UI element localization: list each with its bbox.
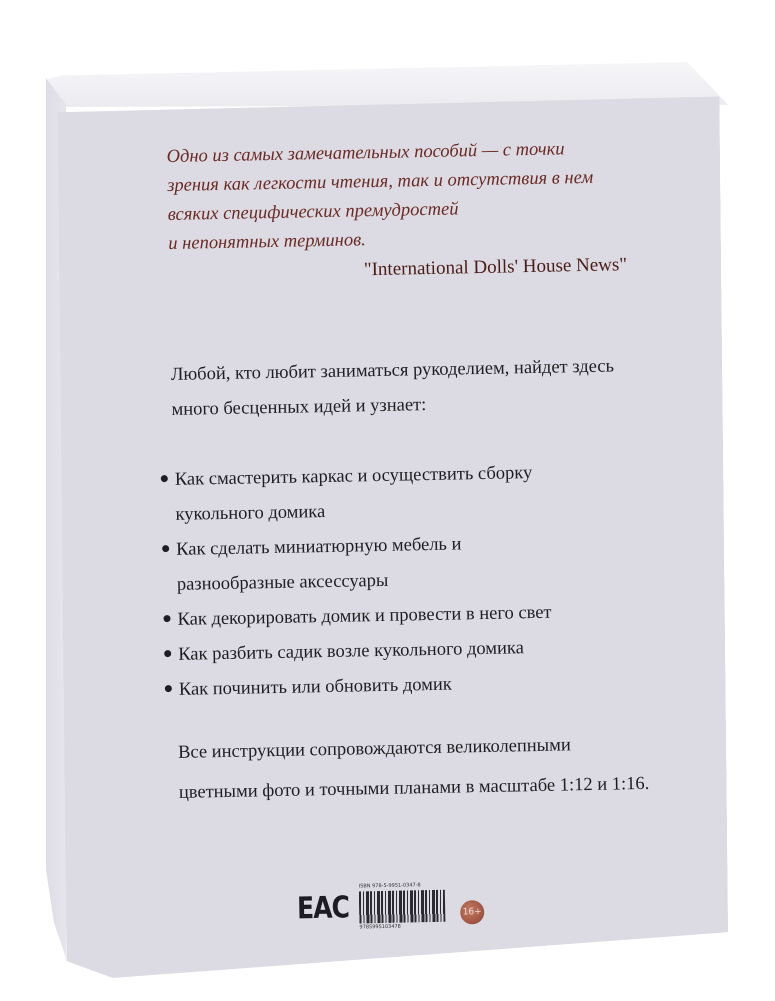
intro-paragraph: [171, 348, 672, 428]
list-item: Как разбить садик возле кукольного домика: [164, 628, 685, 673]
intro-line: много бесценных идей и узнает:: [171, 395, 427, 420]
closing-line: Все инструкции сопровождаются великолепными: [177, 735, 571, 763]
barcode: [358, 882, 448, 932]
barcode-digits: 9785995103478: [359, 923, 401, 931]
bullet-icon: [163, 615, 170, 622]
isbn-label: ISBN 978-5-9951-0347-8: [358, 882, 421, 890]
quote-line: зрения как легкости чтения, так и отсутствия в нем: [167, 167, 594, 196]
list-item: Как смастерить каркас и осуществить сборку кукольного домика: [161, 453, 682, 533]
closing-line: цветными фото и точными планами в масштабе 1:12 и 1:16.: [178, 773, 650, 803]
quote-line: Одно из самых замечательных пособий — с точки: [166, 139, 565, 168]
review-quote: [166, 134, 638, 259]
bullet-icon: [165, 685, 172, 692]
bullet-icon: [164, 650, 171, 657]
list-item: Как сделать миниатюрную мебель и разнообразные аксессуары: [162, 523, 683, 603]
feature-list: [161, 453, 686, 708]
closing-paragraph: [178, 722, 739, 813]
bullet-icon: [161, 475, 168, 482]
bullet-icon: [162, 545, 169, 552]
age-rating-badge: 16+: [460, 900, 484, 924]
cover-content: [54, 92, 733, 980]
list-item: Как починить или обновить домик: [165, 663, 686, 708]
eac-certification-icon: EAC: [296, 889, 350, 926]
list-item: Как декорировать домик и провести в него свет: [163, 593, 684, 638]
quote-line: и непонятных терминов.: [168, 230, 366, 254]
barcode-icon: [359, 890, 446, 924]
quote-source: "International Dolls' House News": [363, 254, 628, 281]
intro-line: Любой, кто любит заниматься рукоделием, найдет здесь: [170, 356, 615, 385]
quote-line: всяких специфических премудростей: [167, 199, 459, 225]
